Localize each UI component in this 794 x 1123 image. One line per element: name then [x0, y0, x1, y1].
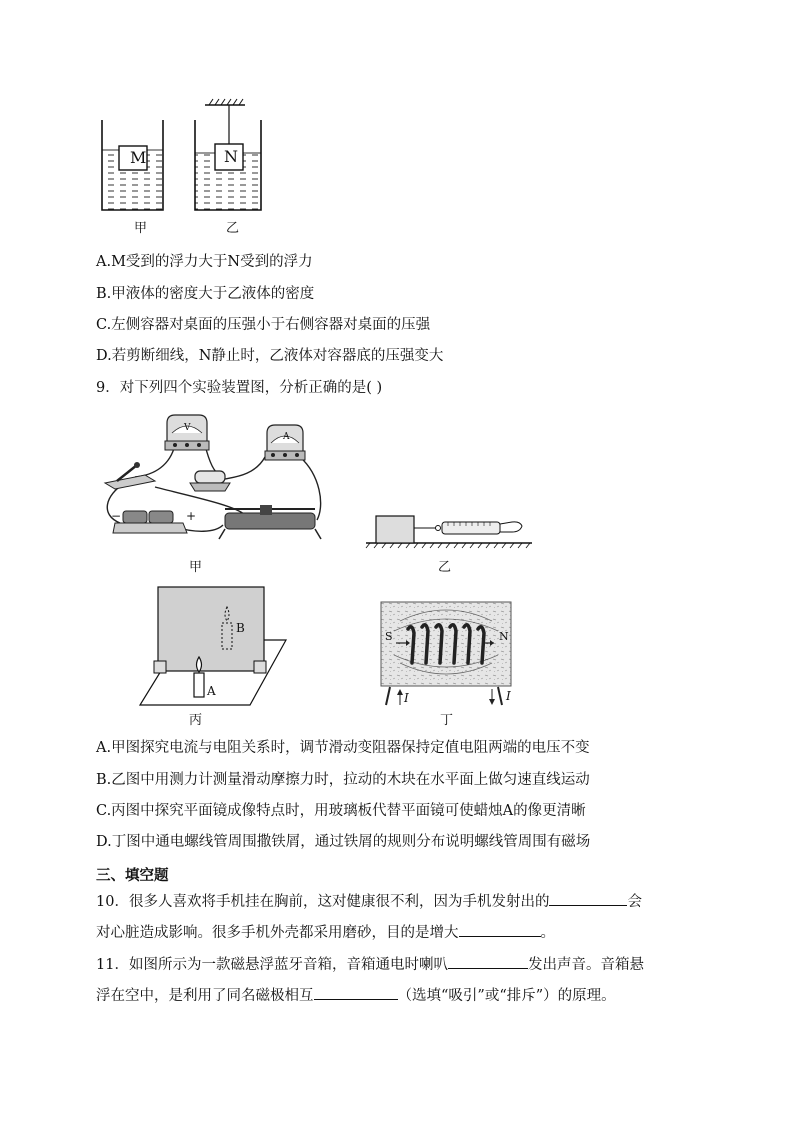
pole-n: N	[499, 630, 509, 643]
buoyancy-figure	[95, 98, 270, 216]
q11-text-1: 11．如图所示为一款磁悬浮蓝牙音箱，音箱通电时喇叭	[96, 957, 448, 973]
q8-option-d: D.若剪断细线，N静止时，乙液体对容器底的压强变大	[96, 348, 444, 364]
glass-plate	[158, 587, 264, 671]
caption-yi-top: 乙	[226, 221, 240, 236]
candle-a	[194, 673, 204, 697]
q8-option-b: B.甲液体的密度大于乙液体的密度	[96, 286, 315, 302]
rheostat-icon	[219, 505, 321, 539]
q9-option-b: B.乙图中用测力计测量滑动摩擦力时，拉动的木块在水平面上做匀速直线运动	[96, 772, 590, 788]
q9-option-c: C.丙图中探究平面镜成像特点时，用玻璃板代替平面镜可使蜡烛A的像更清晰	[96, 803, 586, 819]
friction-figure	[364, 510, 534, 550]
q11-text-2: 发出声音。音箱悬	[527, 957, 644, 973]
spring-scale-icon	[442, 522, 500, 534]
caption-jia: 甲	[189, 560, 203, 575]
q11-text-3: 浮在空中，是利用了同名磁极相互	[96, 988, 314, 1004]
resistor-icon	[190, 471, 230, 491]
current-left: I	[404, 691, 409, 705]
q10-line-2	[96, 922, 555, 943]
q10-text-1: 10．很多人喜欢将手机挂在胸前，这对健康很不利，因为手机发射出的	[96, 894, 550, 910]
caption-yi: 乙	[438, 560, 452, 575]
circuit-figure	[95, 405, 335, 555]
wooden-block	[376, 516, 414, 543]
q11-blank-2[interactable]	[314, 985, 398, 1000]
pole-s: S	[385, 630, 393, 643]
caption-jia-top: 甲	[134, 221, 148, 236]
q9-stem: 9．对下列四个实验装置图，分析正确的是( )	[96, 380, 383, 396]
q10-text-3: 对心脏造成影响。很多手机外壳都采用磨砂，目的是增大	[96, 925, 459, 941]
q10-text-4: 。	[540, 925, 555, 941]
q9-option-a: A.甲图探究电流与电阻关系时，调节滑动变阻器保持定值电阻两端的电压不变	[96, 740, 590, 756]
q8-option-a: A.M受到的浮力大于N受到的浮力	[96, 254, 313, 270]
q11-line-1	[96, 954, 644, 975]
caption-ding: 丁	[440, 713, 454, 728]
q10-blank-2[interactable]	[459, 922, 541, 937]
solenoid-figure	[380, 601, 516, 707]
battery-plus: +	[186, 509, 197, 523]
q11-text-4: （选填“吸引”或“排斥”）的原理。	[397, 988, 616, 1004]
q8-option-c: C.左侧容器对桌面的压强小于右侧容器对桌面的压强	[96, 317, 431, 333]
q11-blank-1[interactable]	[448, 954, 528, 969]
label-candle-a: A	[207, 684, 216, 698]
voltmeter-label: V	[184, 423, 191, 433]
ammeter-label: A	[283, 432, 290, 442]
q10-text-2: 会	[627, 894, 642, 910]
q9-option-d: D.丁图中通电螺线管周围撒铁屑，通过铁屑的规则分布说明螺线管周围有磁场	[96, 834, 591, 850]
battery-minus: −	[111, 509, 122, 523]
label-m: M	[130, 148, 147, 167]
switch-icon	[105, 462, 155, 489]
q10-line-1	[96, 891, 642, 912]
label-candle-b: B	[236, 621, 245, 635]
q10-blank-1[interactable]	[549, 891, 627, 906]
label-n: N	[224, 147, 238, 166]
current-right: I	[506, 689, 511, 703]
q11-line-2	[96, 985, 616, 1006]
battery-icon	[113, 511, 187, 533]
hand-icon	[500, 522, 522, 532]
caption-bing: 丙	[189, 713, 203, 728]
section-heading: 三、填空题	[96, 867, 169, 884]
